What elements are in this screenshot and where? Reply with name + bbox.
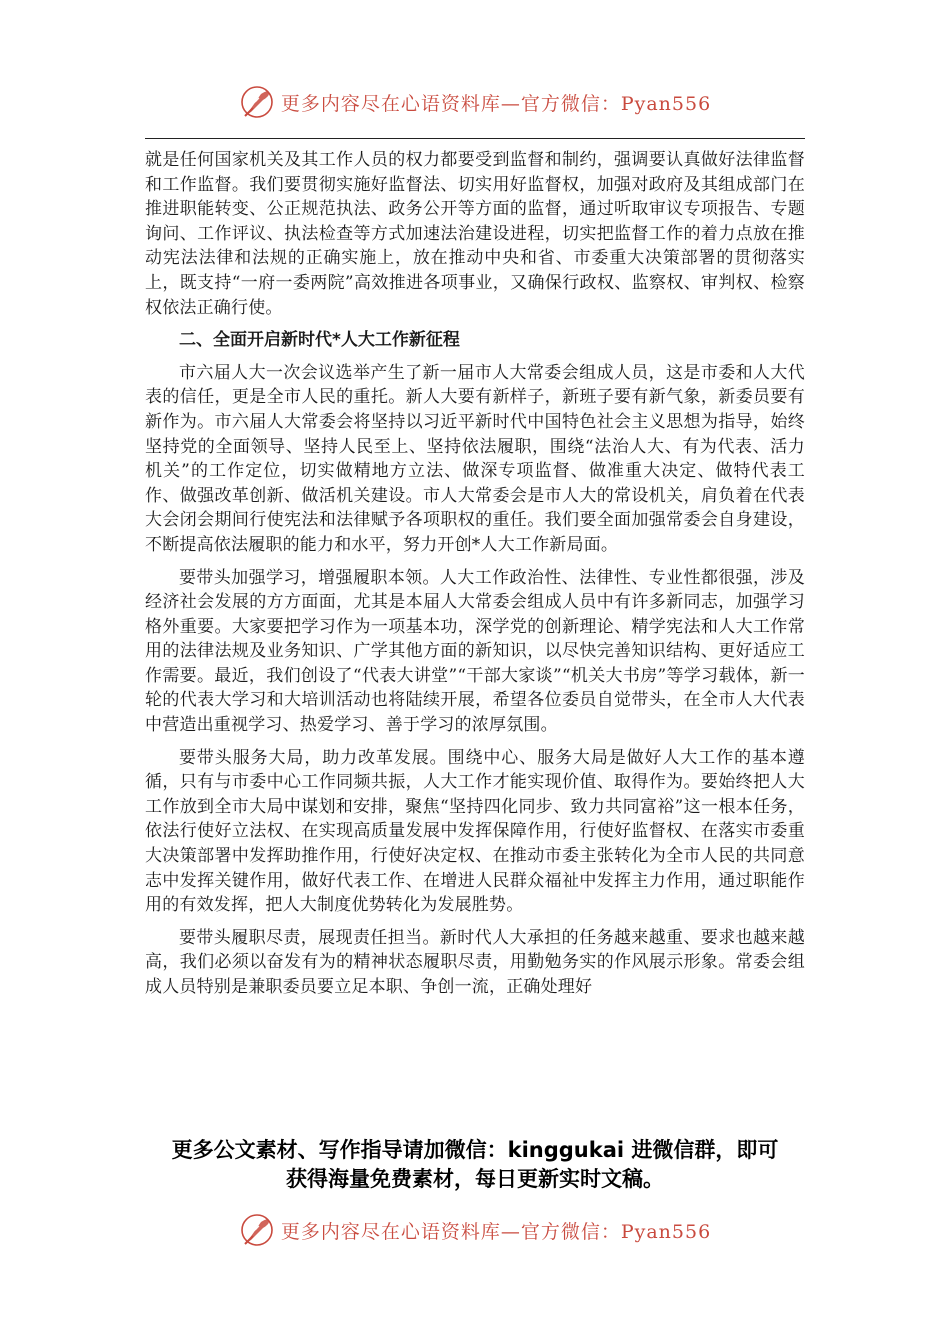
document-body — [145, 148, 805, 1008]
promo-line-2: 获得海量免费素材，每日更新实时文稿。 — [286, 1167, 664, 1191]
paragraph: 要带头加强学习，增强履职本领。人大工作政治性、法律性、专业性都很强，涉及经济社会发展的方方面面，尤其是本届人大常委会组成人员中有许多新同志，加强学习格外重要。大家要把学习作为一项基本功，深学党的创新理论、精学宪法和人大工作常用的法律法规及业务知识、广学其他方面的新知识，以尽快完善知识结构、更好适应工作需要。最近，我们创设了“代表大讲堂”“干部大家谈”“机关大书房”等学习载体，新一轮的代表大学习和大培训活动也将陆续开展，希望各位委员自觉带头，在全市人大代表中营造出重视学习、热爱学习、善于学习的浓厚氛围。 — [145, 567, 805, 736]
section-heading: 二、全面开启新时代*人大工作新征程 — [179, 330, 460, 351]
header-banner — [0, 80, 950, 124]
quill-pen-icon — [239, 84, 275, 120]
banner-text: 更多内容尽在心语资料库—官方微信：Pyan556 — [280, 1220, 712, 1243]
paragraph: 要带头服务大局，助力改革发展。围绕中心、服务大局是做好人大工作的基本遵循，只有与市委中心工作同频共振，人大工作才能实现价值、取得作为。要始终把人大工作放到全市大局中谋划和安排，聚焦“坚持四化同步、致力共同富裕”这一根本任务，依法行使好立法权、在实现高质量发展中发挥保障作用，行使好监督权、在落实市委重大决策部署中发挥助推作用，行使好决定权、在推动市委主张转化为全市人民的共同意志中发挥关键作用，做好代表工作、在增进人民群众福祉中发挥主力作用，通过职能作用的有效发挥，把人大制度优势转化为发展胜势。 — [145, 747, 805, 916]
quill-pen-icon — [239, 1212, 275, 1248]
header-divider — [145, 138, 805, 139]
promo-line-1: 更多公文素材、写作指导请加微信：kinggukai 进微信群，即可 — [171, 1138, 779, 1162]
paragraph-continued: 就是任何国家机关及其工作人员的权力都要受到监督和制约，强调要认真做好法律监督和工作监督。我们要贯彻实施好监督法、切实用好监督权，加强对政府及其组成部门在推进职能转变、公正规范执法、政务公开等方面的监督，通过听取审议专项报告、专题询问、工作评议、执法检查等方式加速法治建设进程，切实把监督工作的着力点放在推动宪法法律和法规的正确实施上，放在推动中央和省、市委重大决策部署的贯彻落实上，既支持“一府一委两院”高效推进各项事业，又确保行政权、监察权、审判权、检察权依法正确行使。 — [145, 150, 805, 318]
paragraph: 要带头履职尽责，展现责任担当。新时代人大承担的任务越来越重、要求也越来越高，我们必须以奋发有为的精神状态履职尽责，用勤勉务实的作风展示形象。常委会组成人员特别是兼职委员要立足本职、争创一流，正确处理好 — [145, 927, 805, 997]
paragraph: 市六届人大一次会议选举产生了新一届市人大常委会组成人员，这是市委和人大代表的信任，更是全市人民的重托。新人大要有新样子，新班子要有新气象，新委员要有新作为。市六届人大常委会将坚持以习近平新时代中国特色社会主义思想为指导，始终坚持党的全面领导、坚持人民至上、坚持依法履职，围绕“法治人大、有为代表、活力机关”的工作定位，切实做精地方立法、做深专项监督、做准重大决定、做特代表工作、做强改革创新、做活机关建设。市人大常委会是市人大的常设机关，肩负着在代表大会闭会期间行使宪法和法律赋予各项职权的重任。我们要全面加强常委会自身建设，不断提高依法履职的能力和水平，努力开创*人大工作新局面。 — [145, 362, 805, 555]
footer-banner — [0, 1208, 950, 1252]
banner-text: 更多内容尽在心语资料库—官方微信：Pyan556 — [280, 92, 712, 115]
promo-text — [100, 1136, 850, 1194]
